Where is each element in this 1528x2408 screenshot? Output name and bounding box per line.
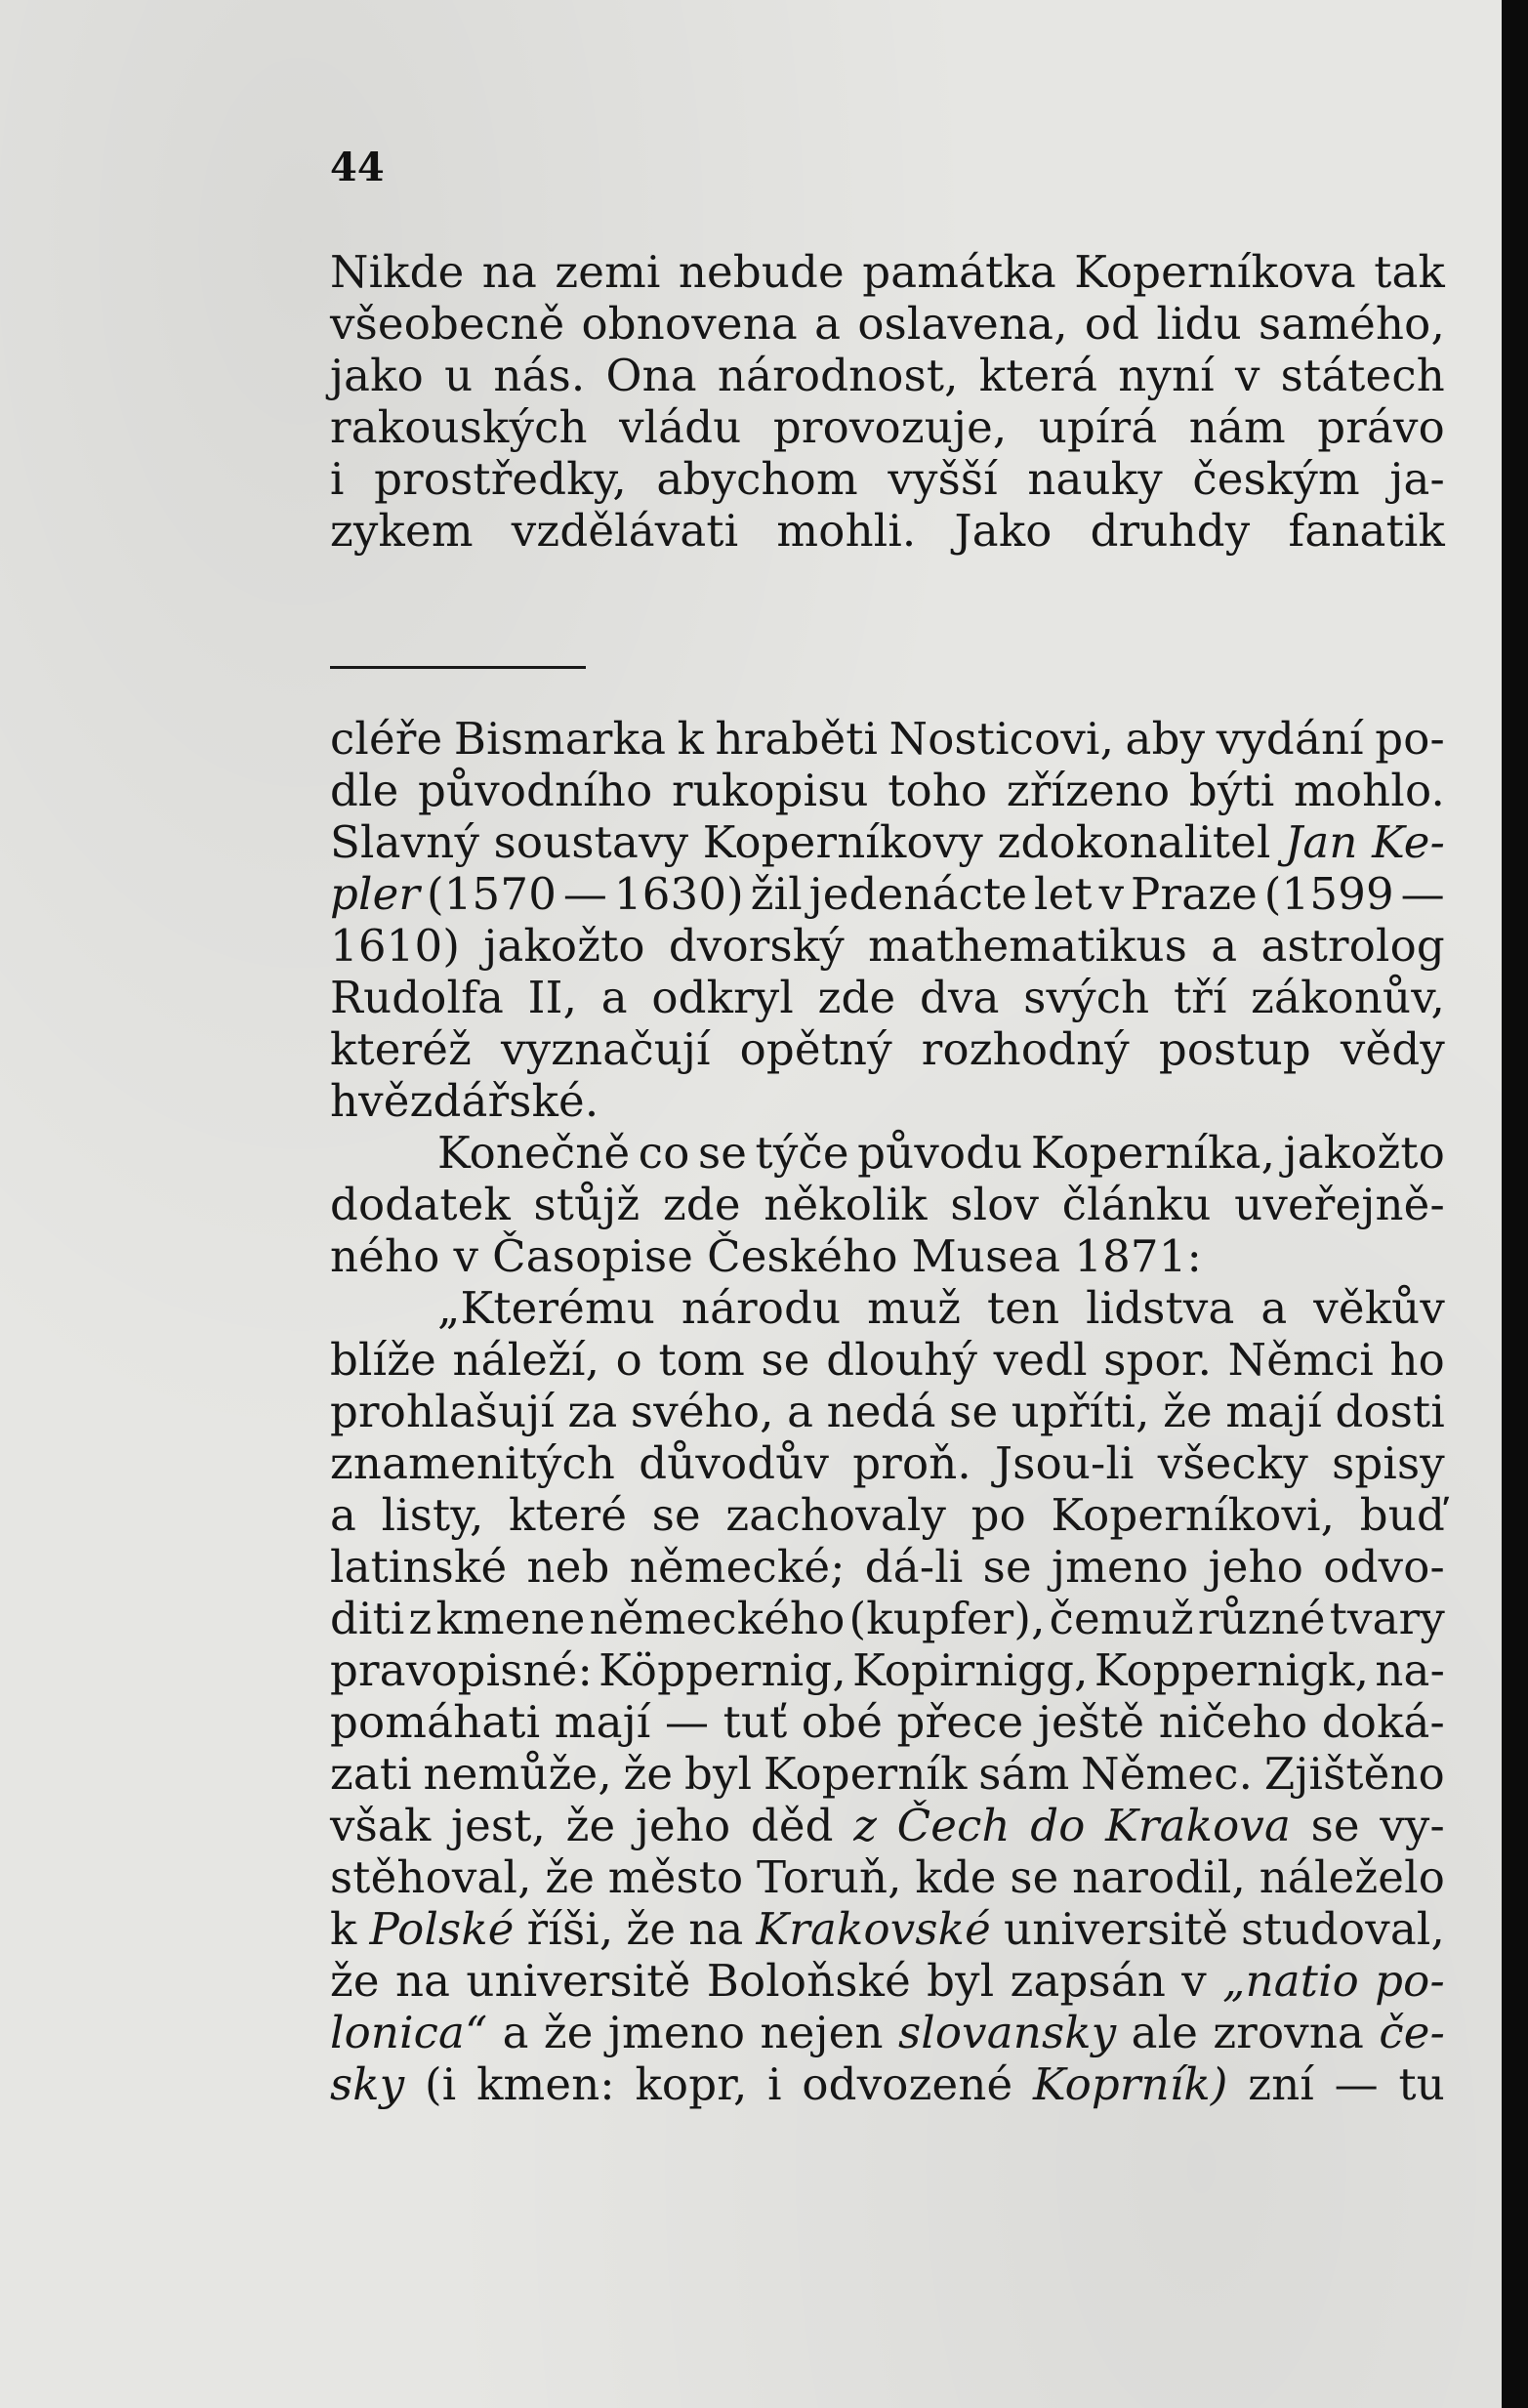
word: latinské: [330, 1541, 508, 1593]
word: Jan: [1285, 816, 1358, 868]
text-line: [330, 816, 1445, 868]
word: muž: [867, 1282, 962, 1334]
word: prostředky,: [374, 453, 627, 505]
word: a: [502, 2007, 529, 2058]
word: tří: [1173, 972, 1227, 1023]
word: obnovena: [581, 298, 798, 350]
word: kopr,: [635, 2058, 748, 2110]
text-line: [330, 1955, 1445, 2007]
word: Krakovské: [756, 1903, 991, 1955]
word: Rudolfa: [330, 972, 505, 1023]
word: nám: [1188, 401, 1286, 453]
word: slov: [950, 1179, 1040, 1230]
word: původního: [418, 765, 653, 816]
word: že: [626, 1903, 677, 1955]
word: zde: [662, 1179, 741, 1230]
main-text: [330, 246, 1445, 557]
word: mají: [1225, 1386, 1322, 1437]
word: rozhodný: [921, 1023, 1130, 1075]
word: u: [444, 350, 474, 401]
word: oslavena,: [857, 298, 1068, 350]
word: právo: [1317, 401, 1445, 453]
word: Koperníkovy: [702, 816, 983, 868]
word: Slavný: [330, 816, 480, 868]
word: studoval,: [1241, 1903, 1445, 1955]
text-line: [330, 1334, 1445, 1386]
word: všecky: [1157, 1437, 1309, 1489]
word: ničeho: [1158, 1696, 1308, 1748]
word: dodatek: [330, 1179, 511, 1230]
word: národnost,: [717, 350, 959, 401]
word: které: [509, 1489, 628, 1541]
word: Němec.: [1081, 1748, 1254, 1800]
word: Časopise: [492, 1230, 694, 1282]
word: lidstva: [1086, 1282, 1235, 1334]
word: buď: [1359, 1489, 1445, 1541]
footnote-text: [330, 713, 1445, 2110]
word: diti: [330, 1593, 405, 1644]
word: přece: [896, 1696, 1024, 1748]
word: národu: [681, 1282, 842, 1334]
word: do: [1030, 1800, 1086, 1851]
word: kmene: [435, 1593, 586, 1644]
text-line: [330, 2007, 1445, 2058]
word: upírá: [1038, 401, 1158, 453]
word: lidu: [1156, 298, 1242, 350]
word: kteréž: [330, 1023, 473, 1075]
word: vedl: [993, 1334, 1088, 1386]
word: od: [1084, 298, 1140, 350]
word: v: [1234, 350, 1260, 401]
word: obé: [801, 1696, 884, 1748]
text-line: [330, 1593, 1445, 1644]
word: samého,: [1258, 298, 1445, 350]
word: Koperník: [763, 1748, 968, 1800]
word: jedenácte: [808, 868, 1028, 920]
word: cléře: [330, 713, 443, 765]
word: vládu: [619, 401, 742, 453]
text-line: [330, 1903, 1445, 1955]
word: Toruň,: [757, 1851, 902, 1903]
word: upříti,: [1011, 1386, 1150, 1437]
word: —: [1334, 2058, 1379, 2110]
word: článku: [1061, 1179, 1212, 1230]
word: (1570: [426, 868, 558, 920]
text-line: [330, 298, 1445, 350]
word: Praze: [1131, 868, 1258, 920]
word: jest,: [450, 1800, 547, 1851]
word: a: [787, 1386, 814, 1437]
word: kde: [915, 1851, 997, 1903]
word: zní: [1248, 2058, 1314, 2110]
word: uveřejně-: [1234, 1179, 1445, 1230]
word: ten: [986, 1282, 1060, 1334]
text-line: [330, 1386, 1445, 1437]
word: děd: [750, 1800, 834, 1851]
word: svých: [1023, 972, 1150, 1023]
word: rakouských: [330, 401, 588, 453]
text-line: [330, 1075, 1445, 1127]
word: zdokonalitel: [997, 816, 1271, 868]
word: se: [982, 1541, 1032, 1593]
word: zřízeno: [1006, 765, 1171, 816]
word: i: [330, 453, 345, 505]
word: (kupfer),: [848, 1593, 1046, 1644]
word: vyšší: [888, 453, 998, 505]
word: všeobecně: [330, 298, 565, 350]
word: vzdělávati: [511, 505, 739, 557]
text-line: [330, 972, 1445, 1023]
word: (1599: [1263, 868, 1394, 920]
word: se: [651, 1489, 701, 1541]
word: byl: [927, 1955, 995, 2007]
word: druhdy: [1090, 505, 1251, 557]
word: zati: [330, 1748, 412, 1800]
word: náleží,: [452, 1334, 600, 1386]
word: českým: [1192, 453, 1360, 505]
word: po: [970, 1489, 1026, 1541]
word: odkryl: [651, 972, 795, 1023]
word: ja-: [1389, 453, 1445, 505]
word: že: [545, 1851, 596, 1903]
word: k: [677, 713, 705, 765]
word: (i: [425, 2058, 457, 2110]
word: věkův: [1313, 1282, 1445, 1334]
word: se: [949, 1386, 999, 1437]
word: v: [453, 1230, 479, 1282]
word: město: [607, 1851, 744, 1903]
footnote-divider: [330, 666, 586, 669]
text-line: [330, 1127, 1445, 1179]
word: nyní: [1118, 350, 1215, 401]
word: postup: [1158, 1023, 1311, 1075]
word: jeho: [635, 1800, 731, 1851]
word: sky: [330, 2058, 405, 2110]
word: ještě: [1037, 1696, 1145, 1748]
word: blíže: [330, 1334, 436, 1386]
word: v: [1098, 868, 1125, 920]
word: státech: [1280, 350, 1445, 401]
word: jako: [330, 350, 424, 401]
word: několik: [764, 1179, 928, 1230]
word: dlouhý: [826, 1334, 978, 1386]
word: vy-: [1380, 1800, 1445, 1851]
word: však: [330, 1800, 432, 1851]
word: ale: [1131, 2007, 1199, 2058]
word: tu: [1398, 2058, 1445, 2110]
word: „Kterému: [437, 1282, 656, 1334]
word: Boloňské: [706, 1955, 911, 2007]
word: zapsán: [1010, 1955, 1167, 2007]
word: k: [330, 1903, 357, 1955]
word: se: [761, 1334, 810, 1386]
word: Koppernigk,: [1094, 1644, 1370, 1696]
text-line: [330, 1800, 1445, 1851]
word: po-: [1375, 713, 1445, 765]
text-line: [330, 1644, 1445, 1696]
word: Koprník): [1033, 2058, 1228, 2110]
word: narodil,: [1072, 1851, 1247, 1903]
word: zykem: [330, 505, 474, 557]
word: německé;: [629, 1541, 846, 1593]
word: říši,: [526, 1903, 614, 1955]
word: Nosticovi,: [888, 713, 1115, 765]
word: Nikde: [330, 246, 465, 298]
word: jakožto: [483, 920, 645, 972]
word: a: [814, 298, 842, 350]
word: Kopirnigg,: [852, 1644, 1089, 1696]
word: 1610): [330, 920, 461, 972]
word: po-: [1375, 1955, 1445, 2007]
word: dvorský: [668, 920, 845, 972]
word: neb: [526, 1541, 610, 1593]
word: tvary: [1329, 1593, 1445, 1644]
word: mohlo.: [1294, 765, 1445, 816]
word: zákonův,: [1251, 972, 1445, 1023]
word: Koperníka,: [1030, 1127, 1276, 1179]
word: a: [600, 972, 628, 1023]
word: která: [978, 350, 1098, 401]
word: z: [408, 1593, 433, 1644]
word: různé: [1197, 1593, 1326, 1644]
word: Koperníkova: [1074, 246, 1356, 298]
word: let: [1034, 868, 1093, 920]
word: byl: [683, 1748, 753, 1800]
word: opětný: [739, 1023, 892, 1075]
word: nás.: [493, 350, 586, 401]
word: če-: [1379, 2007, 1445, 2058]
word: hvězdářské.: [330, 1075, 599, 1127]
word: rukopisu: [671, 765, 869, 816]
word: tom: [658, 1334, 745, 1386]
word: soustavy: [493, 816, 689, 868]
word: a: [1211, 920, 1238, 972]
word: se: [1010, 1851, 1059, 1903]
word: co: [638, 1127, 690, 1179]
word: památka: [862, 246, 1056, 298]
word: z: [853, 1800, 878, 1851]
word: náleželo: [1259, 1851, 1445, 1903]
text-line: [330, 505, 1445, 557]
word: jakožto: [1283, 1127, 1445, 1179]
word: dosti: [1335, 1386, 1445, 1437]
word: jeho: [1208, 1541, 1304, 1593]
word: na: [688, 1903, 744, 1955]
word: a: [330, 1489, 357, 1541]
word: býti: [1188, 765, 1275, 816]
word: žil: [750, 868, 803, 920]
word: slovansky: [897, 2007, 1117, 2058]
text-line: [330, 1541, 1445, 1593]
word: proň.: [852, 1437, 971, 1489]
word: pler: [330, 868, 421, 920]
word: německého: [589, 1593, 846, 1644]
word: i: [767, 2058, 782, 2110]
word: —: [562, 868, 608, 920]
word: pravopisné:: [330, 1644, 593, 1696]
word: na: [481, 246, 538, 298]
word: fanatik: [1288, 505, 1445, 557]
text-line: [330, 453, 1445, 505]
word: že: [565, 1800, 616, 1851]
text-line: [330, 246, 1445, 298]
word: svého,: [630, 1386, 774, 1437]
text-line: [330, 350, 1445, 401]
word: nemůže,: [423, 1748, 612, 1800]
word: Ona: [605, 350, 697, 401]
word: Koperníkovi,: [1051, 1489, 1336, 1541]
word: dva: [919, 972, 1000, 1023]
word: 1630): [613, 868, 744, 920]
word: na-: [1375, 1644, 1445, 1696]
word: vyznačují: [500, 1023, 711, 1075]
word: o: [615, 1334, 642, 1386]
word: že: [1163, 1386, 1213, 1437]
text-line: [330, 1282, 1445, 1334]
word: znamenitých: [330, 1437, 616, 1489]
text-line: [330, 713, 1445, 765]
word: toho: [888, 765, 988, 816]
text-line: [330, 1437, 1445, 1489]
word: —: [664, 1696, 710, 1748]
word: Köppernig,: [599, 1644, 847, 1696]
text-line: [330, 1230, 1445, 1282]
text-line: [330, 1748, 1445, 1800]
word: že: [543, 2007, 594, 2058]
word: se: [1310, 1800, 1360, 1851]
text-line: [330, 1851, 1445, 1903]
word: pomáhati: [330, 1696, 541, 1748]
word: odvozené: [802, 2058, 1013, 2110]
word: universitě: [466, 1955, 691, 2007]
word: doká-: [1321, 1696, 1445, 1748]
word: universitě: [1004, 1903, 1229, 1955]
word: stěhoval,: [330, 1851, 532, 1903]
word: Krakova: [1105, 1800, 1292, 1851]
word: jmeno: [1052, 1541, 1189, 1593]
word: Konečně: [437, 1127, 631, 1179]
word: nedá: [826, 1386, 936, 1437]
word: nejen: [760, 2007, 884, 2058]
word: —: [1400, 868, 1445, 920]
word: zachovaly: [725, 1489, 947, 1541]
word: Polské: [369, 1903, 515, 1955]
word: na: [394, 1955, 451, 2007]
word: astrolog: [1260, 920, 1445, 972]
word: Bismarka: [453, 713, 667, 765]
word: Čech: [896, 1800, 1011, 1851]
word: Ke-: [1372, 816, 1445, 868]
word: stůjž: [533, 1179, 640, 1230]
word: tuť: [723, 1696, 788, 1748]
text-line: [330, 1489, 1445, 1541]
word: nauky: [1027, 453, 1163, 505]
word: vydání: [1216, 713, 1364, 765]
word: zrovna: [1213, 2007, 1365, 2058]
word: Němci: [1227, 1334, 1374, 1386]
page-edge-shadow: [1502, 0, 1528, 2408]
text-line: [330, 920, 1445, 972]
word: 1871:: [1074, 1230, 1202, 1282]
word: spisy: [1332, 1437, 1445, 1489]
word: mohli.: [776, 505, 917, 557]
word: lonica“: [330, 2007, 488, 2058]
word: za: [567, 1386, 618, 1437]
word: a: [1260, 1282, 1288, 1334]
word: zde: [817, 972, 896, 1023]
text-line: [330, 401, 1445, 453]
word: Jako: [954, 505, 1053, 557]
word: ho: [1389, 1334, 1445, 1386]
word: vědy: [1340, 1023, 1445, 1075]
word: ného: [330, 1230, 440, 1282]
word: mají: [554, 1696, 651, 1748]
word: hraběti: [715, 713, 879, 765]
word: mathematikus: [868, 920, 1188, 972]
word: že: [330, 1955, 380, 2007]
word: odvo-: [1323, 1541, 1445, 1593]
word: Zjištěno: [1263, 1748, 1445, 1800]
text-line: [330, 1179, 1445, 1230]
text-line: [330, 765, 1445, 816]
word: prohlašují: [330, 1386, 556, 1437]
word: v: [1181, 1955, 1207, 2007]
word: čemuž: [1049, 1593, 1194, 1644]
word: kmen:: [476, 2058, 615, 2110]
word: že: [623, 1748, 674, 1800]
text-line: [330, 1023, 1445, 1075]
word: Českého: [707, 1230, 898, 1282]
word: Jsou-li: [995, 1437, 1135, 1489]
word: „natio: [1222, 1955, 1359, 2007]
word: důvodův: [639, 1437, 830, 1489]
word: původu: [857, 1127, 1023, 1179]
word: dle: [330, 765, 399, 816]
word: Musea: [911, 1230, 1061, 1282]
text-line: [330, 2058, 1445, 2110]
text-line: [330, 1696, 1445, 1748]
word: listy,: [381, 1489, 484, 1541]
word: dá-li: [864, 1541, 964, 1593]
word: aby: [1125, 713, 1206, 765]
word: týče: [755, 1127, 849, 1179]
word: zemi: [555, 246, 661, 298]
word: spor.: [1103, 1334, 1213, 1386]
word: abychom: [656, 453, 858, 505]
word: jmeno: [607, 2007, 746, 2058]
word: II,: [527, 972, 578, 1023]
word: sám: [978, 1748, 1070, 1800]
word: tak: [1374, 246, 1445, 298]
text-line: [330, 868, 1445, 920]
word: nebude: [678, 246, 845, 298]
page-number: 44: [330, 145, 385, 190]
word: se: [697, 1127, 748, 1179]
word: provozuje,: [772, 401, 1008, 453]
